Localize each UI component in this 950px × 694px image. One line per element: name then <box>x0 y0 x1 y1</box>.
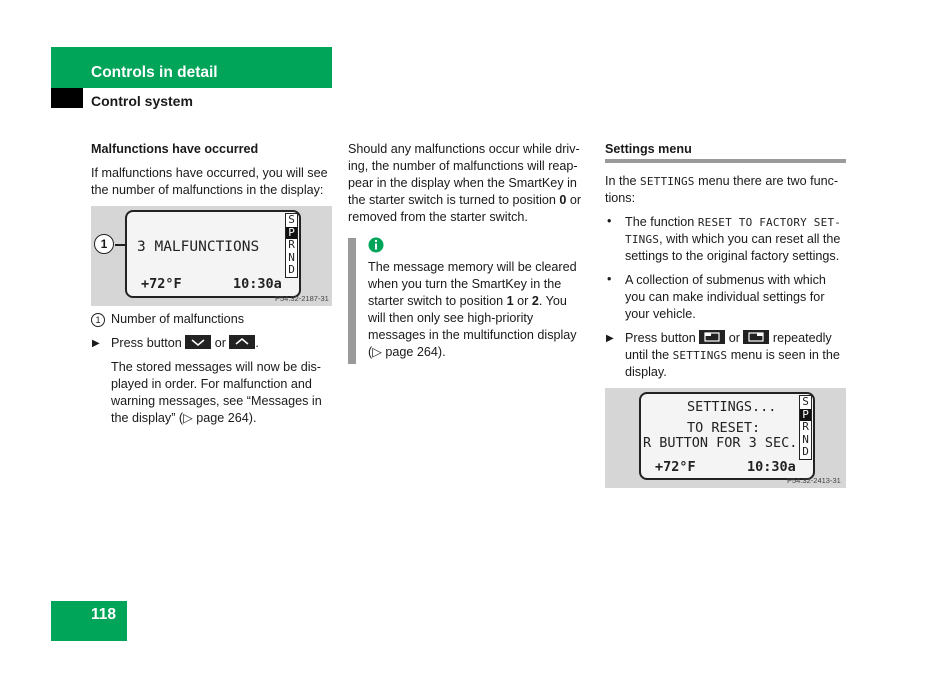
position-two: 2 <box>531 294 539 308</box>
info-line-5: messages in the multifunction display <box>368 328 577 342</box>
bullet1-line-2 <box>625 231 840 248</box>
settings-press-line-2 <box>625 347 840 364</box>
info-line-2: when you turn the SmartKey in the <box>368 277 562 291</box>
lcd-screen <box>125 210 301 298</box>
bullet-icon: • <box>607 214 612 228</box>
to-reset-text: TO RESET: <box>687 420 761 436</box>
gear-d: D <box>288 263 295 276</box>
settings-display-figure <box>605 388 846 488</box>
position-one: 1 <box>506 294 514 308</box>
gear-d: D <box>802 445 809 458</box>
press-instruction <box>111 335 259 352</box>
malfunctions-heading: Malfunctions have occurred <box>91 142 259 156</box>
gear-s: S <box>288 213 295 226</box>
settings-menu-name: SETTINGS <box>640 175 695 188</box>
settings-or-text: or <box>728 331 740 345</box>
press-text: Press button <box>111 336 182 350</box>
malfunctions-display-figure <box>91 206 332 306</box>
info-sidebar <box>348 238 356 364</box>
malfunction-count-text: 3 MALFUNCTIONS <box>137 239 260 255</box>
gear-r: R <box>288 238 295 251</box>
reset-function-name-cont: TINGS <box>625 233 660 246</box>
info-line-3c: or <box>513 294 532 308</box>
repeatedly-text: repeatedly <box>772 331 832 345</box>
settings-intro-a: In the <box>605 174 641 188</box>
settings-rule <box>605 159 846 163</box>
reset-instruction-text: R BUTTON FOR 3 SEC. <box>643 435 798 451</box>
col2-line-4-end: or <box>566 193 582 207</box>
bullet1-line-3: settings to the original factory settings. <box>625 249 840 263</box>
settings-intro-c: menu there are two func- <box>694 174 839 188</box>
info-icon <box>368 237 384 253</box>
section-header <box>51 47 332 88</box>
clock-readout: 10:30a <box>233 276 282 292</box>
settings-press-text: Press button <box>625 331 696 345</box>
page-number-block <box>51 601 127 641</box>
stored-line-4: the display” (▷ page 264). <box>111 411 257 425</box>
settings-press-instruction <box>625 330 832 347</box>
previous-screen-button-icon <box>699 330 725 344</box>
gear-indicator <box>799 395 812 460</box>
stored-line-3: warning messages, see “Messages in <box>111 394 322 408</box>
malfunctions-intro-1: If malfunctions have occurred, you will see <box>91 166 328 180</box>
instruction-arrow-icon: ▶ <box>606 333 614 344</box>
gear-n: N <box>288 250 295 264</box>
bullet1-line-1 <box>625 214 841 231</box>
gear-p: P <box>286 227 297 240</box>
col2-line-1: Should any malfunctions occur while driv- <box>348 142 580 156</box>
legend-text: Number of malfunctions <box>111 312 244 326</box>
col2-line-2: ing, the number of malfunctions will reap- <box>348 159 578 173</box>
bullet2-line-2: you can make individual settings for <box>625 290 825 304</box>
section-title: Controls in detail <box>91 64 218 81</box>
settings-intro-1 <box>605 173 838 190</box>
down-button-icon <box>185 335 211 349</box>
temperature-readout: +72°F <box>141 276 182 292</box>
info-line-3 <box>368 293 567 310</box>
bullet1-a: The function <box>625 215 698 229</box>
settings-menu-name-2: SETTINGS <box>672 349 728 362</box>
settings-heading: Settings menu <box>605 142 692 156</box>
info-line-1: The message memory will be cleared <box>368 260 577 274</box>
malfunctions-intro-2: the number of malfunctions in the display: <box>91 183 324 197</box>
settings-title-text: SETTINGS... <box>687 399 777 415</box>
temperature-readout: +72°F <box>655 459 696 475</box>
bullet2-line-3: your vehicle. <box>625 307 696 321</box>
callout-marker: 1 <box>94 234 114 254</box>
col2-line-4-text: the starter switch is turned to position <box>348 193 560 207</box>
col2-line-3: pear in the display when the SmartKey in <box>348 176 577 190</box>
clock-readout: 10:30a <box>747 459 796 475</box>
bullet-icon: • <box>607 272 612 286</box>
press2-a: until the <box>625 348 673 362</box>
stored-line-1: The stored messages will now be dis- <box>111 360 321 374</box>
period-text: . <box>255 336 259 350</box>
lcd-screen <box>639 392 815 480</box>
settings-intro-2: tions: <box>605 191 636 205</box>
figure-reference: P54.32-2187-31 <box>275 294 329 303</box>
info-line-3a: starter switch to position <box>368 294 507 308</box>
gear-indicator <box>285 213 298 278</box>
subsection-marker <box>51 88 83 108</box>
page-number: 118 <box>91 606 117 623</box>
instruction-arrow-icon: ▶ <box>92 338 100 349</box>
info-line-3e: . You <box>538 294 567 308</box>
up-button-icon <box>229 335 255 349</box>
figure-reference: P54.32-2413-31 <box>787 476 841 485</box>
gear-s: S <box>802 395 809 408</box>
bullet1-d: , with which you can reset all the <box>659 232 841 246</box>
col2-line-5: removed from the starter switch. <box>348 210 528 224</box>
stored-line-2: played in order. For malfunction and <box>111 377 312 391</box>
press2-c: menu is seen in the <box>727 348 840 362</box>
settings-press-line-3: display. <box>625 365 667 379</box>
col2-line-4 <box>348 192 581 209</box>
position-zero: 0 <box>559 193 567 207</box>
reset-function-name: RESET TO FACTORY SET- <box>697 216 842 229</box>
subsection-title: Control system <box>91 93 193 109</box>
legend-number: 1 <box>91 313 105 327</box>
info-line-4: will then only see high-priority <box>368 311 534 325</box>
gear-p: P <box>800 409 811 422</box>
bullet2-line-1: A collection of submenus with which <box>625 273 826 287</box>
or-text: or <box>214 336 226 350</box>
gear-r: R <box>802 420 809 433</box>
gear-n: N <box>802 432 809 446</box>
info-line-6: (▷ page 264). <box>368 345 446 359</box>
next-screen-button-icon <box>743 330 769 344</box>
